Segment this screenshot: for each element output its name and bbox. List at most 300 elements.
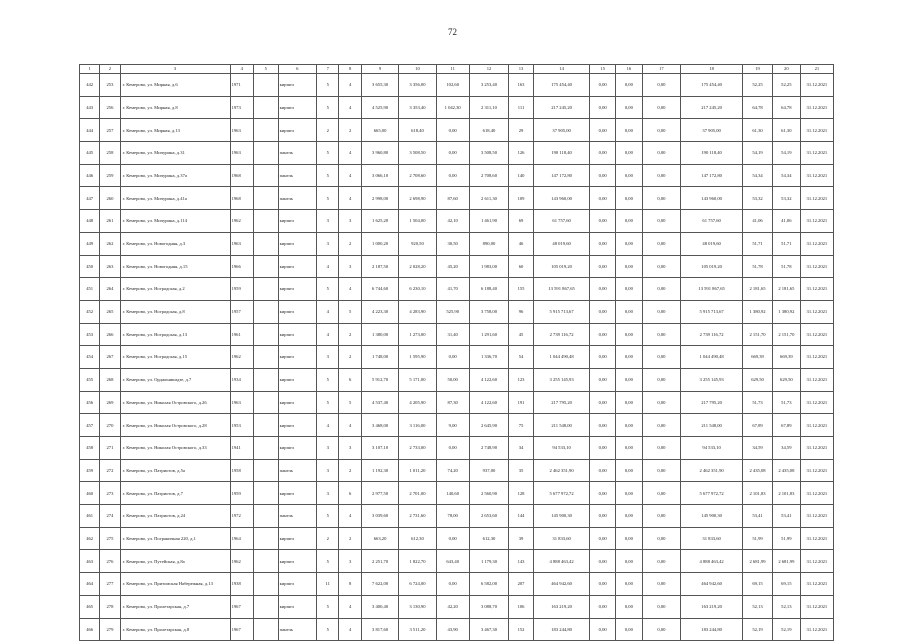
table-row bbox=[80, 595, 834, 618]
table-cell: 262 bbox=[100, 232, 120, 255]
address-cell: г. Кемерово, ул. Ноградская, д.8 bbox=[120, 300, 230, 323]
table-cell: 0,00 bbox=[642, 278, 680, 301]
table-cell: 51,73 bbox=[743, 391, 773, 414]
table-cell: 0,00 bbox=[642, 74, 680, 97]
table-cell: кирпич bbox=[278, 210, 316, 233]
table-cell: 1958 bbox=[230, 459, 253, 482]
table-cell: 31.12.2021 bbox=[800, 96, 833, 119]
table-cell: 51,73 bbox=[772, 391, 800, 414]
table-cell: 464 bbox=[80, 573, 100, 596]
table-cell: 669,39 bbox=[743, 346, 773, 369]
table-cell: 264 bbox=[100, 278, 120, 301]
table-cell: 2 731,60 bbox=[399, 505, 436, 528]
table-cell: 3 255 145,93 bbox=[681, 368, 743, 391]
table-cell: 0,00 bbox=[616, 187, 643, 210]
table-cell: 0,00 bbox=[642, 187, 680, 210]
table-cell: 52,13 bbox=[772, 595, 800, 618]
table-cell: 0,00 bbox=[616, 527, 643, 550]
table-cell: 0,00 bbox=[590, 96, 616, 119]
address-cell: г. Кемерово, ул. Мичурина, д.37а bbox=[120, 164, 230, 187]
table-cell: 1953 bbox=[230, 414, 253, 437]
table-cell: 0,00 bbox=[590, 187, 616, 210]
table-cell bbox=[254, 459, 279, 482]
table-cell: кирпич bbox=[278, 550, 316, 573]
table-cell: 1 380,92 bbox=[772, 300, 800, 323]
table-cell: 31.12.2021 bbox=[800, 368, 833, 391]
table-row bbox=[80, 300, 834, 323]
table-cell bbox=[254, 437, 279, 460]
address-cell: г. Кемерово, ул. Пролетарская, д.8 bbox=[120, 618, 230, 641]
table-cell: 0,00 bbox=[436, 527, 469, 550]
table-cell: кирпич bbox=[278, 232, 316, 255]
table-cell: 31.12.2021 bbox=[800, 346, 833, 369]
table-cell: 1966 bbox=[230, 255, 253, 278]
table-cell: 0,00 bbox=[590, 595, 616, 618]
table-cell: 0,00 bbox=[616, 573, 643, 596]
table-cell: 31.12.2021 bbox=[800, 505, 833, 528]
table-cell: 447 bbox=[80, 187, 100, 210]
table-cell: кирпич bbox=[278, 482, 316, 505]
table-cell: 0,00 bbox=[590, 414, 616, 437]
table-cell: 78,00 bbox=[436, 505, 469, 528]
table-cell: 2 701,00 bbox=[399, 482, 436, 505]
table-cell: 456 bbox=[80, 391, 100, 414]
table-cell: 1967 bbox=[230, 618, 253, 641]
table-cell: 31.12.2021 bbox=[800, 323, 833, 346]
table-cell: 31.12.2021 bbox=[800, 255, 833, 278]
table-cell: 5 bbox=[317, 505, 339, 528]
table-cell: 0,00 bbox=[590, 391, 616, 414]
table-cell: 144 bbox=[509, 505, 534, 528]
table-cell: 256 bbox=[100, 96, 120, 119]
table-cell: 34,59 bbox=[772, 437, 800, 460]
table-cell: 0,00 bbox=[642, 96, 680, 119]
address-cell: г. Кемерово, ул. Мирная, д.8 bbox=[120, 96, 230, 119]
address-cell: г. Кемерово, ул. Орджоникидзе, д.7 bbox=[120, 368, 230, 391]
table-cell: 60 bbox=[509, 255, 534, 278]
table-cell: 31 833,60 bbox=[681, 527, 743, 550]
table-cell: 69,15 bbox=[743, 573, 773, 596]
table-cell: 0,00 bbox=[642, 142, 680, 165]
table-cell: 37 905,00 bbox=[681, 119, 743, 142]
table-cell: 211 548,00 bbox=[681, 414, 743, 437]
table-cell: 1 000,20 bbox=[361, 232, 398, 255]
table-cell: 618,40 bbox=[469, 119, 509, 142]
table-cell: 0,00 bbox=[590, 300, 616, 323]
table-cell: 163 bbox=[509, 74, 534, 97]
table-cell: 41,06 bbox=[743, 210, 773, 233]
table-cell: 453 bbox=[80, 323, 100, 346]
table-row bbox=[80, 368, 834, 391]
column-header: 20 bbox=[772, 65, 800, 74]
address-cell: г. Кемерово, ул. Патриотов, д.24 bbox=[120, 505, 230, 528]
table-cell: 3 bbox=[339, 550, 361, 573]
table-row bbox=[80, 323, 834, 346]
table-cell: 4 122,60 bbox=[469, 368, 509, 391]
table-cell: 268 bbox=[100, 368, 120, 391]
table-cell: 1 625,20 bbox=[361, 210, 398, 233]
table-cell: 5 912,70 bbox=[361, 368, 398, 391]
table-cell: 2 bbox=[317, 119, 339, 142]
table-cell: 4 537,40 bbox=[361, 391, 398, 414]
table-cell: 64,78 bbox=[772, 96, 800, 119]
table-cell: 2 101,83 bbox=[772, 482, 800, 505]
table-cell: 147 172,80 bbox=[533, 164, 590, 187]
table-cell: 4 bbox=[317, 300, 339, 323]
table-cell: 450 bbox=[80, 255, 100, 278]
table-cell: 0,00 bbox=[616, 595, 643, 618]
table-cell: 2 681,99 bbox=[772, 550, 800, 573]
table-cell: 451 bbox=[80, 278, 100, 301]
column-header: 10 bbox=[399, 65, 436, 74]
table-cell: 61 757,60 bbox=[681, 210, 743, 233]
table-cell: 34 bbox=[509, 437, 534, 460]
table-cell bbox=[254, 527, 279, 550]
table-cell: 43,90 bbox=[436, 618, 469, 641]
table-cell: 0,00 bbox=[642, 368, 680, 391]
table-cell: 175 454,40 bbox=[681, 74, 743, 97]
table-cell: 5 677 972,72 bbox=[681, 482, 743, 505]
table-cell: панель bbox=[278, 618, 316, 641]
table-cell: 1934 bbox=[230, 368, 253, 391]
table-cell bbox=[254, 74, 279, 97]
table-cell: 665,00 bbox=[361, 119, 398, 142]
table-cell: 45,20 bbox=[436, 255, 469, 278]
table-cell bbox=[254, 96, 279, 119]
table-cell: 3 356,00 bbox=[399, 74, 436, 97]
table-cell: 0,00 bbox=[642, 437, 680, 460]
table-cell: 0,00 bbox=[436, 346, 469, 369]
table-cell: 5 171,00 bbox=[399, 368, 436, 391]
table-cell: 6 724,00 bbox=[399, 573, 436, 596]
address-cell: г. Кемерово, ул. Ноградская, д.13 bbox=[120, 323, 230, 346]
table-cell: 0,00 bbox=[642, 346, 680, 369]
table-cell: 267 bbox=[100, 346, 120, 369]
table-cell bbox=[254, 187, 279, 210]
table-cell: 5 915 713,67 bbox=[681, 300, 743, 323]
column-header: 13 bbox=[509, 65, 534, 74]
table-cell: 0,00 bbox=[616, 323, 643, 346]
table-row bbox=[80, 527, 834, 550]
data-table bbox=[79, 64, 834, 641]
address-cell: г. Кемерово, ул. Николая Островского, д.33 bbox=[120, 437, 230, 460]
table-cell: 0,00 bbox=[436, 142, 469, 165]
address-cell: г. Кемерово, ул. Патриотов, д.5а bbox=[120, 459, 230, 482]
table-cell: 123 bbox=[509, 368, 534, 391]
table-cell: 0,00 bbox=[436, 119, 469, 142]
table-cell: 41,06 bbox=[772, 210, 800, 233]
table-row bbox=[80, 550, 834, 573]
table-cell: 31.12.2021 bbox=[800, 573, 833, 596]
table-cell: 1 179,30 bbox=[469, 550, 509, 573]
table-cell: 143 960,00 bbox=[681, 187, 743, 210]
table-cell: 0,00 bbox=[616, 278, 643, 301]
table-cell: 4 bbox=[317, 414, 339, 437]
table-cell: 1963 bbox=[230, 119, 253, 142]
table-cell: 629,50 bbox=[743, 368, 773, 391]
table-cell: 31,40 bbox=[436, 323, 469, 346]
table-cell: 3 511,20 bbox=[399, 618, 436, 641]
table-cell: 0,00 bbox=[642, 119, 680, 142]
table-cell: 102,60 bbox=[436, 74, 469, 97]
table-cell: 5 bbox=[317, 391, 339, 414]
table-cell: 4 bbox=[339, 595, 361, 618]
table-cell: 2 311,10 bbox=[469, 96, 509, 119]
table-cell: 4 bbox=[339, 96, 361, 119]
table-cell: 1968 bbox=[230, 164, 253, 187]
column-header: 8 bbox=[339, 65, 361, 74]
table-cell: 31.12.2021 bbox=[800, 595, 833, 618]
table-cell: 64,78 bbox=[743, 96, 773, 119]
table-cell: 31 833,60 bbox=[533, 527, 590, 550]
table-cell: 105 019,20 bbox=[681, 255, 743, 278]
table-cell: 52,19 bbox=[743, 618, 773, 641]
table-cell: 274 bbox=[100, 505, 120, 528]
table-cell: 54 bbox=[509, 346, 534, 369]
table-cell: 0,00 bbox=[616, 414, 643, 437]
table-cell: 2 998,00 bbox=[361, 187, 398, 210]
address-cell: г. Кемерово, ул. Николая Островского, д.28 bbox=[120, 414, 230, 437]
column-header: 16 bbox=[616, 65, 643, 74]
table-cell: кирпич bbox=[278, 96, 316, 119]
table-cell: 0,00 bbox=[616, 459, 643, 482]
table-cell: 3 bbox=[317, 232, 339, 255]
table-cell: 277 bbox=[100, 573, 120, 596]
table-row bbox=[80, 482, 834, 505]
column-header: 6 bbox=[278, 65, 316, 74]
table-cell: 53,41 bbox=[772, 505, 800, 528]
table-cell: 0,00 bbox=[642, 505, 680, 528]
table-cell: кирпич bbox=[278, 119, 316, 142]
table-cell: 4 bbox=[339, 278, 361, 301]
table-cell: 96 bbox=[509, 300, 534, 323]
table-cell: 2 251,70 bbox=[361, 550, 398, 573]
address-cell: г. Кемерово, ул. Патриотов, д.7 bbox=[120, 482, 230, 505]
table-cell: 145 900,30 bbox=[533, 505, 590, 528]
table-cell: 275 bbox=[100, 527, 120, 550]
table-cell: 31.12.2021 bbox=[800, 459, 833, 482]
table-cell: 463 bbox=[80, 550, 100, 573]
table-cell: 31.12.2021 bbox=[800, 232, 833, 255]
table-cell: 51,78 bbox=[743, 255, 773, 278]
column-header: 12 bbox=[469, 65, 509, 74]
table-cell: 1 380,92 bbox=[743, 300, 773, 323]
table-cell: 31.12.2021 bbox=[800, 187, 833, 210]
table-cell: 0,00 bbox=[590, 550, 616, 573]
table-cell: 4 bbox=[339, 505, 361, 528]
table-cell: 217 795,20 bbox=[681, 391, 743, 414]
table-cell: 3 253,40 bbox=[469, 74, 509, 97]
table-cell: 0,00 bbox=[642, 482, 680, 505]
table-cell: 6 230,10 bbox=[399, 278, 436, 301]
table-cell: 0,00 bbox=[590, 74, 616, 97]
table-cell: 3 467,30 bbox=[469, 618, 509, 641]
table-cell: 271 bbox=[100, 437, 120, 460]
table-cell: 7 622,00 bbox=[361, 573, 398, 596]
table-cell: 1 044 490,48 bbox=[681, 346, 743, 369]
table-cell: 143 960,00 bbox=[533, 187, 590, 210]
table-cell: 6 744,60 bbox=[361, 278, 398, 301]
table-cell: 31.12.2021 bbox=[800, 164, 833, 187]
table-cell: 1964 bbox=[230, 527, 253, 550]
table-row bbox=[80, 618, 834, 641]
table-cell: 140,60 bbox=[436, 482, 469, 505]
column-header: 7 bbox=[317, 65, 339, 74]
table-cell: 643,40 bbox=[436, 550, 469, 573]
table-cell: 1967 bbox=[230, 595, 253, 618]
table-cell: 3 468,00 bbox=[361, 414, 398, 437]
table-cell: 53,32 bbox=[743, 187, 773, 210]
table-cell: 41,70 bbox=[436, 278, 469, 301]
table-cell: 31.12.2021 bbox=[800, 210, 833, 233]
table-cell: 1 595,90 bbox=[399, 346, 436, 369]
table-cell: 52,19 bbox=[772, 618, 800, 641]
table-cell: 0,00 bbox=[590, 255, 616, 278]
table-cell: 0,00 bbox=[590, 505, 616, 528]
table-cell: 2 101,83 bbox=[743, 482, 773, 505]
table-cell: 5 bbox=[317, 368, 339, 391]
address-cell: г. Кемерово, ул. Мирная, д.13 bbox=[120, 119, 230, 142]
table-cell: панель bbox=[278, 187, 316, 210]
table-cell: 3 039,60 bbox=[361, 505, 398, 528]
table-cell: 51,71 bbox=[772, 232, 800, 255]
table-cell: 31.12.2021 bbox=[800, 74, 833, 97]
table-cell: 2 bbox=[317, 527, 339, 550]
table-cell: кирпич bbox=[278, 527, 316, 550]
table-cell: 464 942,60 bbox=[533, 573, 590, 596]
table-cell: 51,78 bbox=[772, 255, 800, 278]
address-cell: г. Кемерово, ул. Мичурина, д.114 bbox=[120, 210, 230, 233]
table-cell: 3 bbox=[317, 346, 339, 369]
table-cell: 5 915 713,67 bbox=[533, 300, 590, 323]
table-cell: 4 bbox=[339, 187, 361, 210]
table-cell: 4 bbox=[339, 164, 361, 187]
table-cell: 0,00 bbox=[642, 300, 680, 323]
table-cell bbox=[254, 300, 279, 323]
table-cell: 2 bbox=[339, 323, 361, 346]
table-cell: 50,00 bbox=[436, 368, 469, 391]
table-cell: 2 739 116,72 bbox=[681, 323, 743, 346]
address-cell: г. Кемерово, ул. Ноградская, д.2 bbox=[120, 278, 230, 301]
table-cell: кирпич bbox=[278, 414, 316, 437]
table-cell: 1971 bbox=[230, 74, 253, 97]
table-cell: 31.12.2021 bbox=[800, 300, 833, 323]
table-cell: 163 219,20 bbox=[681, 595, 743, 618]
table-cell: кирпич bbox=[278, 255, 316, 278]
table-cell: 3 508,50 bbox=[399, 142, 436, 165]
address-cell: г. Кемерово, ул. Мирная, д.6 bbox=[120, 74, 230, 97]
table-cell: 53,41 bbox=[743, 505, 773, 528]
column-header: 9 bbox=[361, 65, 398, 74]
table-cell: 2 977,50 bbox=[361, 482, 398, 505]
table-cell: 4 122,60 bbox=[469, 391, 509, 414]
table-cell: 443 bbox=[80, 96, 100, 119]
table-cell: 937,00 bbox=[469, 459, 509, 482]
table-cell: 13 591 867,65 bbox=[681, 278, 743, 301]
table-cell: 163 219,20 bbox=[533, 595, 590, 618]
table-cell: 2 bbox=[339, 119, 361, 142]
table-cell: 258 bbox=[100, 142, 120, 165]
table-cell: 94 533,10 bbox=[681, 437, 743, 460]
table-row bbox=[80, 164, 834, 187]
table-cell: 5 bbox=[339, 391, 361, 414]
table-cell: 191 bbox=[509, 391, 534, 414]
table-cell: 31.12.2021 bbox=[800, 391, 833, 414]
table-cell: 0,00 bbox=[590, 573, 616, 596]
table-cell: 31.12.2021 bbox=[800, 527, 833, 550]
table-cell: 42,20 bbox=[436, 595, 469, 618]
table-cell: 0,00 bbox=[642, 550, 680, 573]
table-cell: 0,00 bbox=[616, 232, 643, 255]
table-cell: кирпич bbox=[278, 573, 316, 596]
table-cell: 1 273,00 bbox=[399, 323, 436, 346]
table-cell: 0,00 bbox=[590, 368, 616, 391]
table-cell: 462 bbox=[80, 527, 100, 550]
table-cell: 2 435,08 bbox=[743, 459, 773, 482]
table-cell bbox=[254, 618, 279, 641]
table-cell: 3 758,00 bbox=[469, 300, 509, 323]
table-cell: 0,00 bbox=[590, 437, 616, 460]
table-cell: 1962 bbox=[230, 210, 253, 233]
table-cell: 45 bbox=[509, 323, 534, 346]
table-cell: 444 bbox=[80, 119, 100, 142]
table-cell: 5 bbox=[317, 278, 339, 301]
column-header: 4 bbox=[230, 65, 253, 74]
table-cell bbox=[254, 573, 279, 596]
table-cell: панель bbox=[278, 505, 316, 528]
table-cell: 452 bbox=[80, 300, 100, 323]
table-cell: 31.12.2021 bbox=[800, 414, 833, 437]
table-cell: 211 548,00 bbox=[533, 414, 590, 437]
table-cell: 1 011,20 bbox=[399, 459, 436, 482]
table-cell: 663,20 bbox=[361, 527, 398, 550]
table-cell: 263 bbox=[100, 255, 120, 278]
table-cell: 2 462 351,90 bbox=[533, 459, 590, 482]
table-cell: 175 454,40 bbox=[533, 74, 590, 97]
table-cell: 5 bbox=[317, 595, 339, 618]
table-cell: 0,00 bbox=[616, 300, 643, 323]
table-cell: 5 bbox=[317, 74, 339, 97]
address-cell: г. Кемерово, ул. Николая Островского, д.26 bbox=[120, 391, 230, 414]
table-cell: 183 244,80 bbox=[681, 618, 743, 641]
address-cell: г. Кемерово, ул. Мичурина, д.31 bbox=[120, 142, 230, 165]
table-cell: 4 bbox=[339, 142, 361, 165]
table-cell: 6 bbox=[339, 482, 361, 505]
table-cell: панель bbox=[278, 164, 316, 187]
table-cell: 448 bbox=[80, 210, 100, 233]
header-row bbox=[80, 65, 834, 74]
table-cell: 31.12.2021 bbox=[800, 142, 833, 165]
table-cell: 454 bbox=[80, 346, 100, 369]
table-cell bbox=[254, 346, 279, 369]
table-cell: 52,25 bbox=[743, 74, 773, 97]
table-cell: 0,00 bbox=[642, 459, 680, 482]
table-cell: 51,99 bbox=[743, 527, 773, 550]
table-cell: 2 739 116,72 bbox=[533, 323, 590, 346]
table-cell: 1938 bbox=[230, 573, 253, 596]
table-cell: 30,50 bbox=[436, 232, 469, 255]
table-row bbox=[80, 414, 834, 437]
table-cell: 67,89 bbox=[772, 414, 800, 437]
table-cell: 0,00 bbox=[436, 164, 469, 187]
table-cell bbox=[254, 255, 279, 278]
table-cell: 449 bbox=[80, 232, 100, 255]
table-cell: 1 291,60 bbox=[469, 323, 509, 346]
table-cell: 1961 bbox=[230, 323, 253, 346]
table-cell: 0,00 bbox=[590, 346, 616, 369]
table-cell: 6 188,40 bbox=[469, 278, 509, 301]
table-cell: кирпич bbox=[278, 300, 316, 323]
